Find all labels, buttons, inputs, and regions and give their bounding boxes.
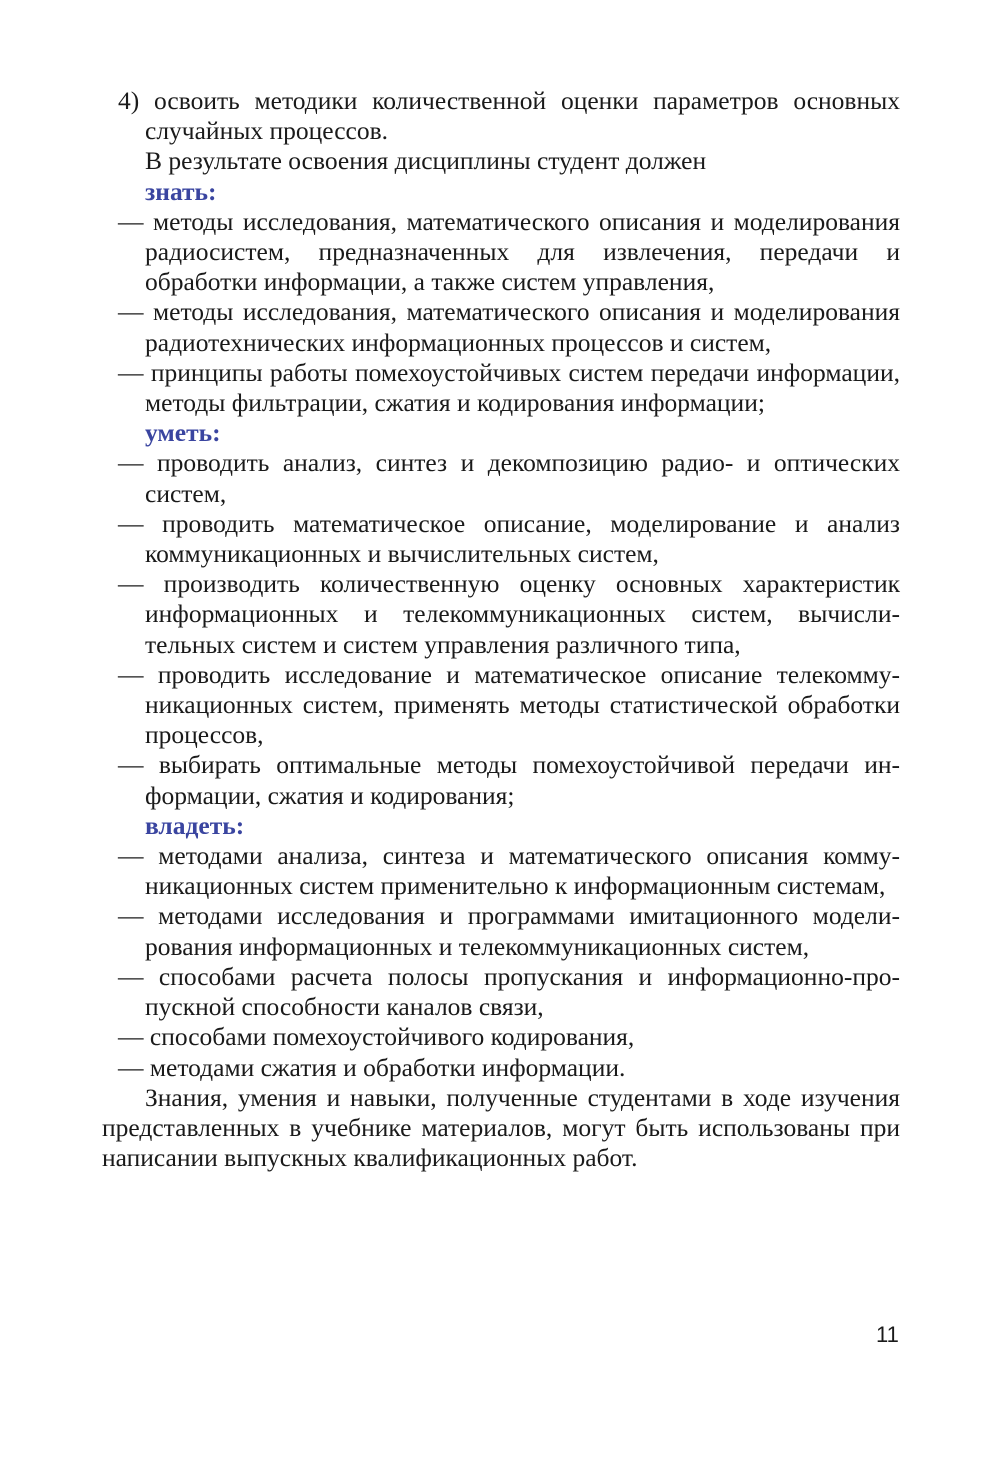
page-body <box>102 86 900 1173</box>
able-item: — производить количественную оценку основных характеристик информационных и телекоммуникационных систем, вычислительных систем и систем управления различного типа, <box>118 569 900 659</box>
able-item: — выбирать оптимальные методы помехоустойчивой передачи информации, сжатия и кодирования; <box>118 750 900 810</box>
know-item: — методы исследования, математического описания и моделирования радиосистем, предназначенных для извлечения, передачи и обработки информации, а также систем управления, <box>118 206 900 297</box>
master-item: — способами помехоустойчивого кодирования, <box>118 1022 635 1052</box>
closing-paragraph: Знания, умения и навыки, полученные студентами в ходе изучения представленных в учебнике материалов, могут быть использованы при написании выпускных квалификационных работ. <box>102 1082 900 1173</box>
master-item: — методами сжатия и обработки информации. <box>118 1052 626 1082</box>
able-item: — проводить математическое описание, моделирование и анализ коммуникационных и вычислительных систем, <box>118 508 900 569</box>
able-item: — проводить анализ, синтез и декомпозицию радио- и оптических систем, <box>118 448 900 508</box>
section-label-know: знать: <box>145 176 217 206</box>
able-item: — проводить исследование и математическое описание телекоммуникационных систем, применять методы статистической обработки процессов, <box>118 659 900 750</box>
master-item: — методами анализа, синтеза и математического описания коммуникационных систем применительно к информационным системам, <box>118 841 900 901</box>
section-label-able: уметь: <box>145 418 221 448</box>
page-number: 11 <box>876 1322 899 1347</box>
list-item-4: 4) освоить методики количественной оценки параметров основных случайных процессов. <box>118 86 900 146</box>
master-item: — способами расчета полосы пропускания и информационно-пропускной способности каналов связи, <box>118 961 900 1022</box>
know-item: — принципы работы помехоустойчивых систем передачи информации, методы фильтрации, сжатия и кодирования информации; <box>118 357 900 418</box>
master-item: — методами исследования и программами имитационного моделирования информационных и телекоммуникационных систем, <box>118 901 900 961</box>
result-sentence: В результате освоения дисциплины студент должен <box>145 146 707 176</box>
section-label-master: владеть: <box>145 810 245 840</box>
know-item: — методы исследования, математического описания и моделирования радиотехнических информационных процессов и систем, <box>118 297 900 357</box>
